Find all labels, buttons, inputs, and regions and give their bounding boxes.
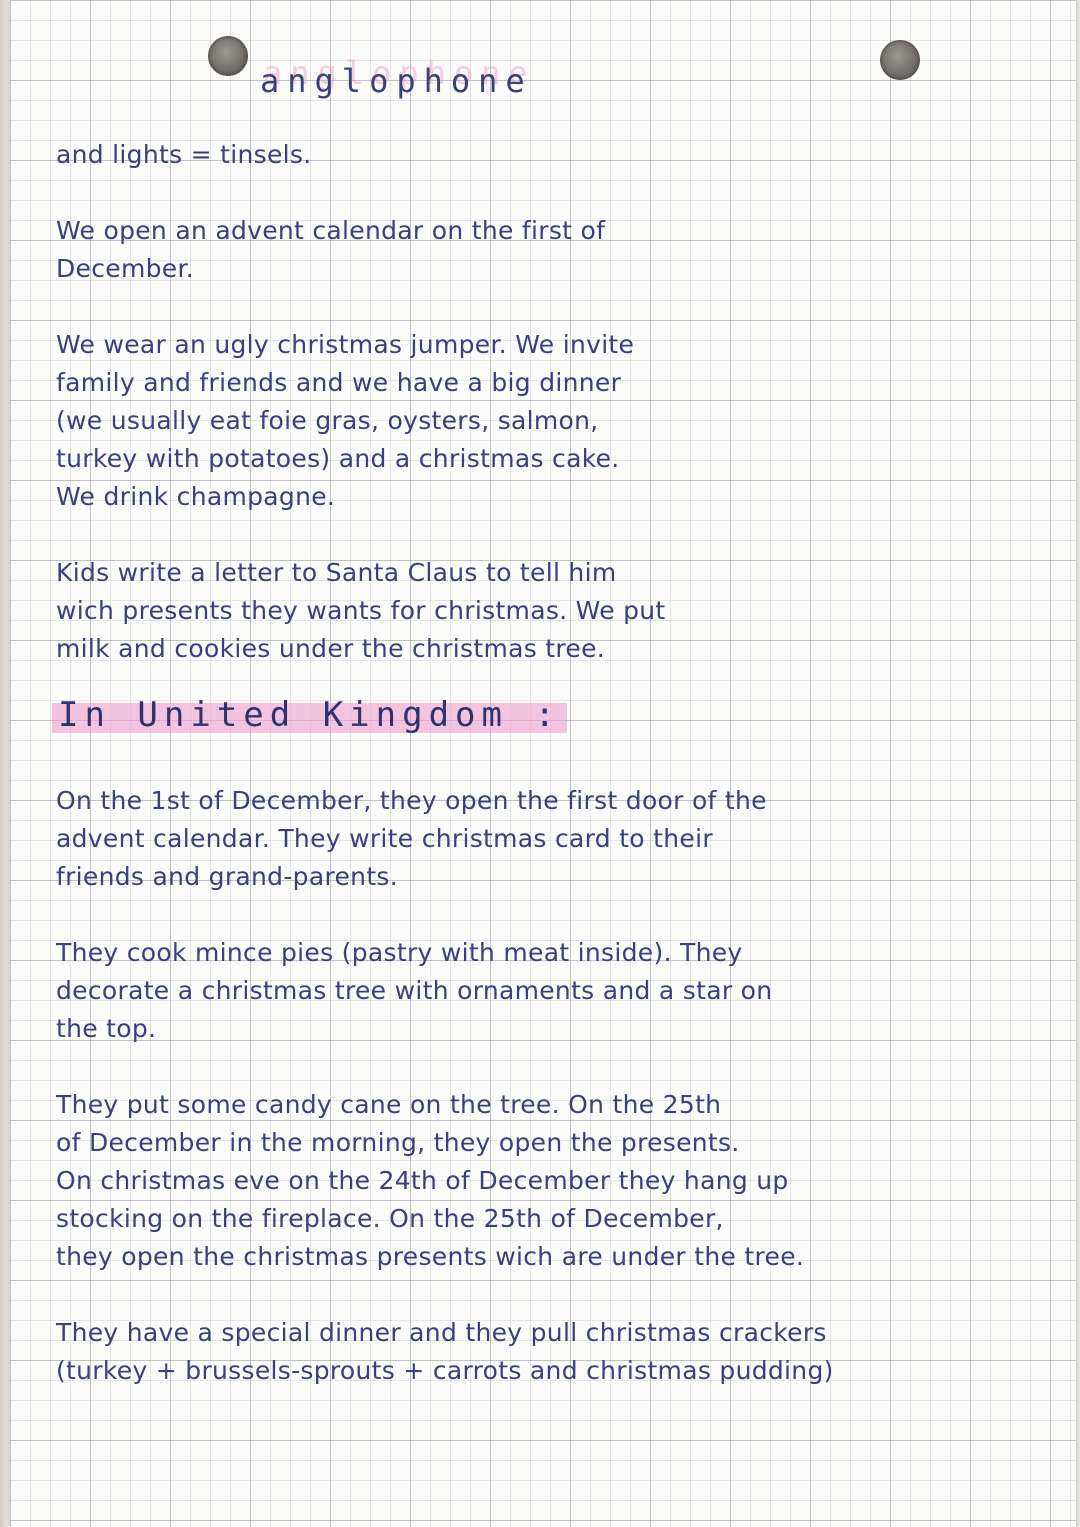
text-line: We wear an ugly christmas jumper. We invite [56,330,635,359]
text-line: of December in the morning, they open the presents. [56,1128,740,1157]
text-line: We open an advent calendar on the first of [56,216,606,245]
text-line: and lights = tinsels. [56,140,312,169]
text-line: December. [56,254,194,283]
text-line: wich presents they wants for christmas. We put [56,596,666,625]
text-line: milk and cookies under the christmas tree. [56,634,606,663]
text-line: they open the christmas presents wich are under the tree. [56,1242,805,1271]
section-heading: In United Kingdom : [52,695,567,735]
text-line: stocking on the fireplace. On the 25th of December, [56,1204,724,1233]
page-header-title: anglophone [260,62,533,100]
text-line: turkey with potatoes) and a christmas cake. [56,444,620,473]
text-line: decorate a christmas tree with ornaments and a star on [56,976,773,1005]
text-line: On christmas eve on the 24th of December they hang up [56,1166,789,1195]
text-line: (we usually eat foie gras, oysters, salmon, [56,406,599,435]
text-line: We drink champagne. [56,482,336,511]
text-line: advent calendar. They write christmas card to their [56,824,713,853]
punch-hole-right [880,40,920,80]
text-line: friends and grand-parents. [56,862,398,891]
text-line: (turkey + brussels-sprouts + carrots and christmas pudding) [56,1356,834,1385]
text-line: Kids write a letter to Santa Claus to tell him [56,558,617,587]
text-line: On the 1st of December, they open the first door of the [56,786,767,815]
text-line: They have a special dinner and they pull christmas crackers [56,1318,827,1347]
punch-hole-left [208,36,248,76]
text-line: the top. [56,1014,157,1043]
paper-edge [0,0,10,1527]
text-line: family and friends and we have a big dinner [56,368,622,397]
text-line: They cook mince pies (pastry with meat inside). They [56,938,743,967]
grid-paper-sheet [10,0,1076,1527]
text-line: They put some candy cane on the tree. On the 25th [56,1090,722,1119]
